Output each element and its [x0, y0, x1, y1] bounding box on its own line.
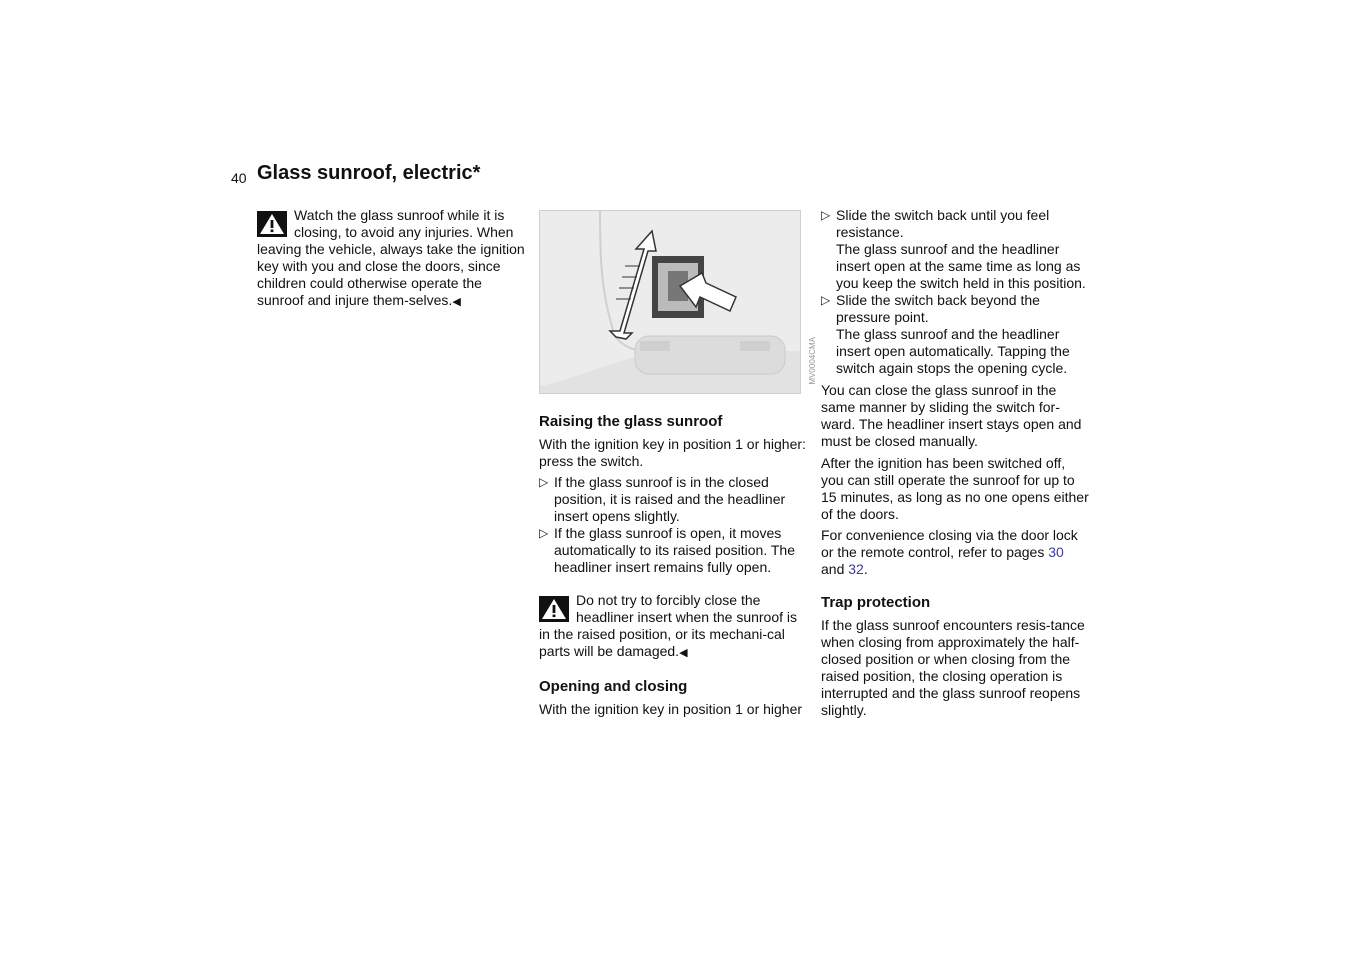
opening-heading: Opening and closing	[539, 678, 688, 695]
sunroof-switch-drawing	[540, 211, 800, 393]
end-mark-icon: ◀	[452, 296, 461, 308]
warning-triangle-icon	[539, 596, 569, 622]
column-3	[821, 207, 1091, 719]
paragraph-convenience: For convenience closing via the door lock or the remote control, refer to pages 30 and 32.	[821, 527, 1078, 577]
sunroof-switch-illustration	[539, 210, 817, 394]
warning-text: Do not try to forcibly close the headliner insert when the sunroof is in the raised position, or its mechani-cal parts will be damaged.	[539, 592, 798, 659]
page-link-30[interactable]: 30	[1048, 544, 1064, 560]
page-number: 40	[231, 170, 247, 186]
raising-heading: Raising the glass sunroof	[539, 413, 723, 430]
triangle-right-icon: ▷	[821, 208, 831, 222]
raising-intro: With the ignition key in position 1 or higher: press the switch.	[539, 436, 806, 469]
page-title: Glass sunroof, electric*	[257, 162, 481, 184]
column-1	[257, 207, 527, 311]
paragraph-ignition: After the ignition has been switched off, you can still operate the sunroof for up to 15 minutes, as long as no one opens either of the doors.	[821, 455, 1089, 522]
column-2	[539, 210, 817, 718]
triangle-right-icon: ▷	[821, 293, 831, 307]
warning-note	[539, 592, 809, 662]
list-item: ▷ Slide the switch back beyond the pressure point. The glass sunroof and the headliner insert open automatically. Tapping the switch again stops the opening cycle.	[821, 292, 1070, 376]
warning-note	[257, 207, 527, 311]
trap-text: If the glass sunroof encounters resis-tance when closing from approximately the half-closed position or when closing from the raised position, the closing operation is interrupted and the glass sunroof reopens slightly.	[821, 617, 1085, 718]
warning-text: Watch the glass sunroof while it is closing, to avoid any injuries. When leaving the vehicle, always take the ignition key with you and close the doors, since children could otherwise operate the sunroof and injure them-selves.	[257, 207, 525, 308]
list-item: ▷ If the glass sunroof is open, it moves automatically to its raised position. The headliner insert remains fully open.	[539, 525, 795, 575]
list-item: ▷ If the glass sunroof is in the closed position, it is raised and the headliner insert opens slightly.	[539, 474, 786, 524]
trap-heading: Trap protection	[821, 594, 931, 611]
list-item: ▷ Slide the switch back until you feel resistance. The glass sunroof and the headliner insert open at the same time as long as you keep the switch held in this position.	[821, 207, 1086, 291]
warning-triangle-icon	[257, 211, 287, 237]
figure-code: MV0004CMA	[808, 337, 817, 385]
triangle-right-icon: ▷	[539, 526, 549, 540]
opening-intro: With the ignition key in position 1 or higher	[539, 701, 803, 717]
paragraph-close: You can close the glass sunroof in the same manner by sliding the switch for-ward. The headliner insert stays open and must be closed manually.	[821, 382, 1082, 449]
triangle-right-icon: ▷	[539, 475, 549, 489]
page-link-32[interactable]: 32	[848, 561, 864, 577]
end-mark-icon: ◀	[679, 647, 688, 659]
